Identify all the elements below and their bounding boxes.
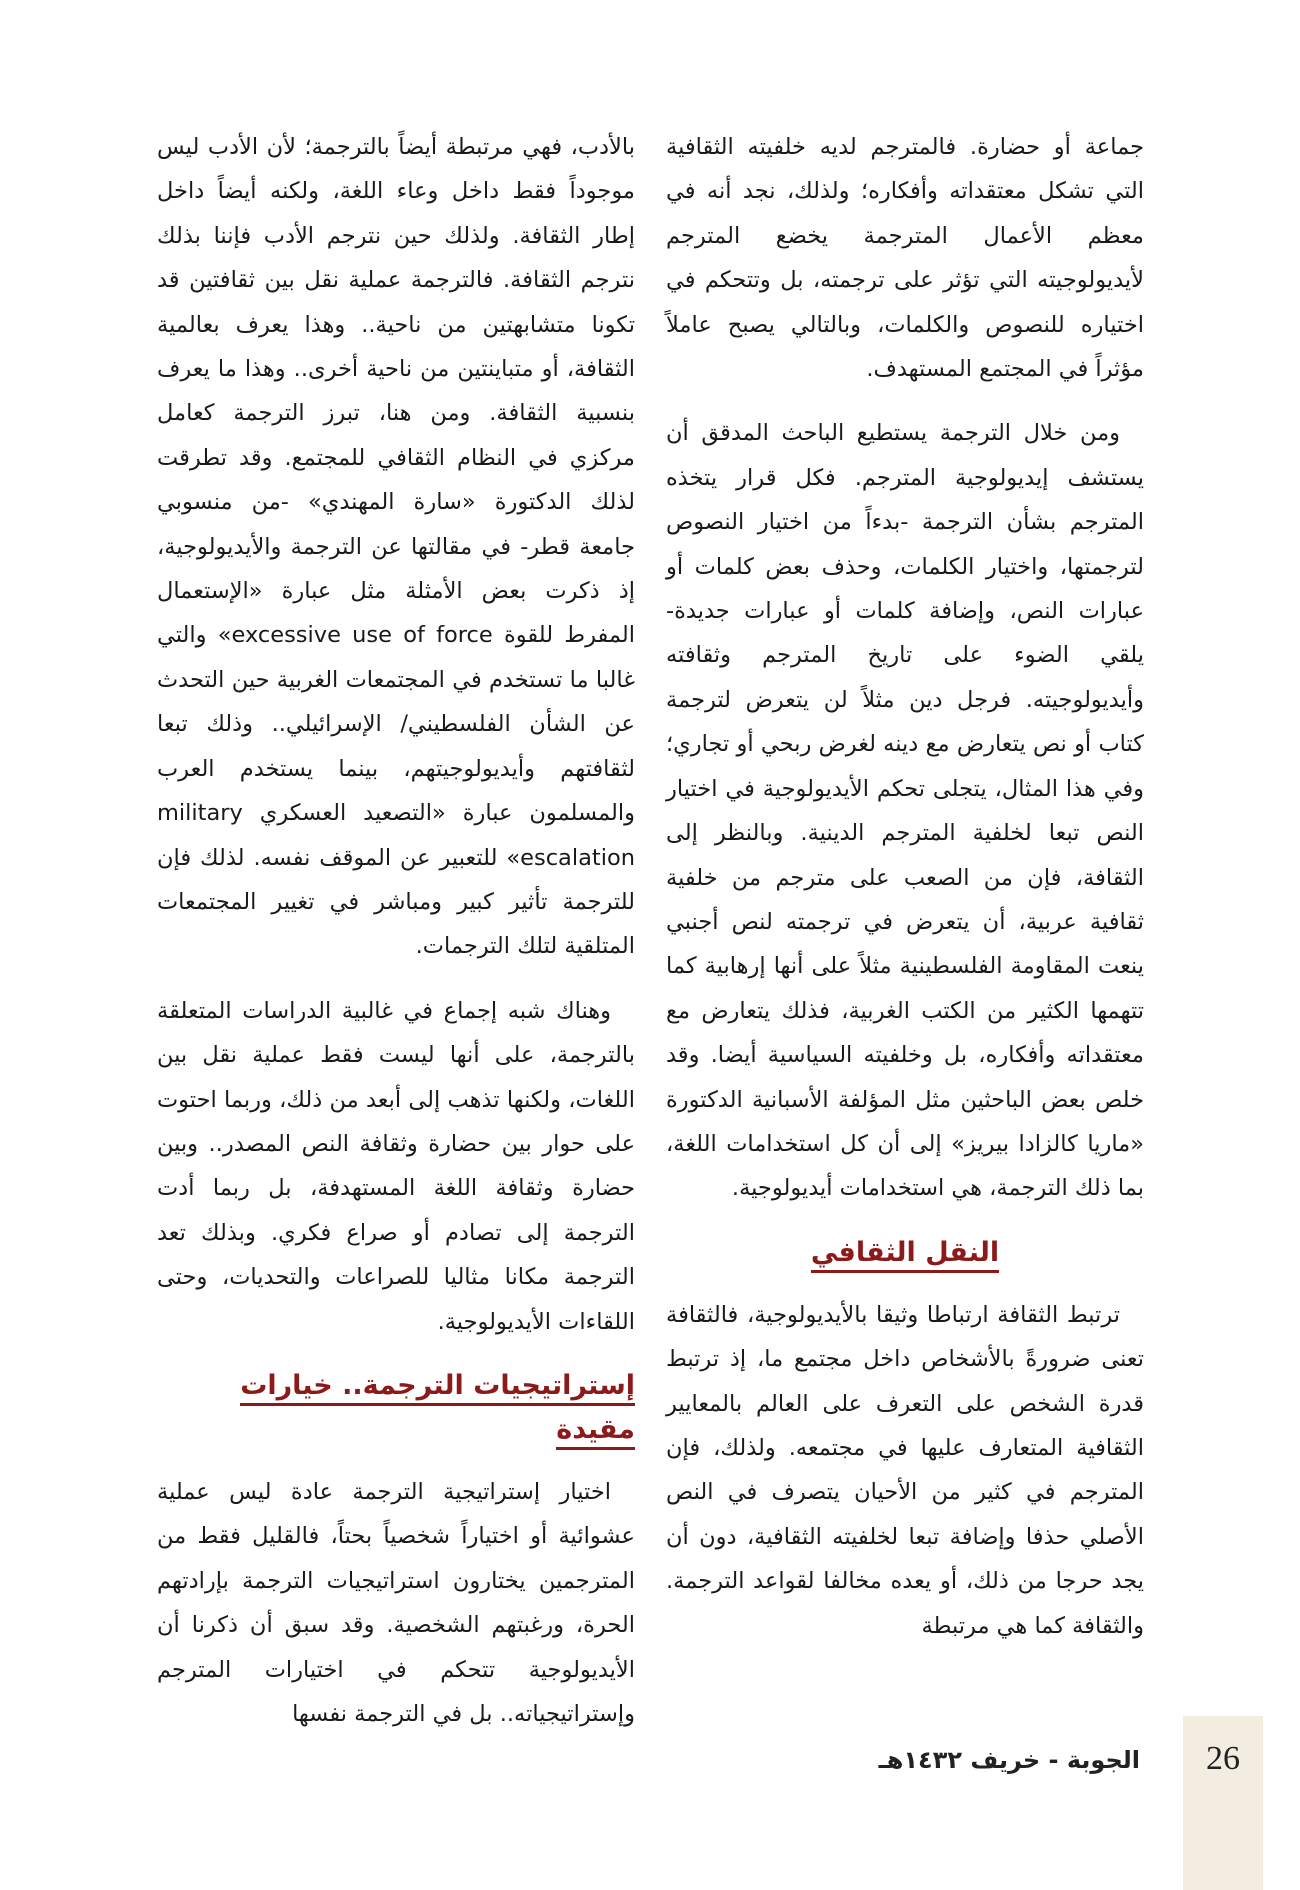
paragraph: بالأدب، فهي مرتبطة أيضاً بالترجمة؛ لأن الأدب ليس موجوداً فقط داخل وعاء اللغة، ولكنه أيضاً داخل إطار الثقافة. ولذلك حين نترجم الأدب فإننا بذلك نترجم الثقافة. فالترجمة عملية نقل بين ثقافتين قد تكونا متشابهتين من ناحية.. وهذا يعرف بعالمية الثقافة، أو متباينتين من ناحية أخرى.. وهذا ما يعرف بنسبية الثقافة. ومن هنا، تبرز الترجمة كعامل مركزي في النظام الثقافي للمجتمع. وقد تطرقت لذلك الدكتورة «سارة المهندي» -من منسوبي جامعة قطر- في مقالتها عن الترجمة والأيديولوجية، إذ ذكرت بعض الأمثلة مثل عبارة «الإستعمال المفرط للقوة excessive use of force» والتي غالبا ما تستخدم في المجتمعات الغربية حين التحدث عن الشأن الفلسطيني/ الإسرائيلي.. وذلك تبعا لثقافتهم وأيديولوجيتهم، بينما يستخدم العرب والمسلمون عبارة «التصعيد العسكري military escalation» للتعبير عن الموقف نفسه. لذلك فإن للترجمة تأثير كبير ومباشر في تغيير المجتمعات المتلقية لتلك الترجمات. <box>157 134 635 960</box>
paragraph: وهناك شبه إجماع في غالبية الدراسات المتعلقة بالترجمة، على أنها ليست فقط عملية نقل بين اللغات، ولكنها تذهب إلى أبعد من ذلك، وربما احتوت على حوار بين حضارة وثقافة النص المصدر.. وبين حضارة وثقافة اللغة المستهدفة، بل ربما أدت الترجمة إلى تصادم أو صراع فكري. وبذلك تعد الترجمة مكانا مثاليا للصراعات والتحديات، وحتى اللقاءات الأيديولوجية. <box>157 997 635 1335</box>
issue-label: الجوبة - خريف ١٤٣٢هـ <box>878 1746 1140 1774</box>
paragraph: ومن خلال الترجمة يستطيع الباحث المدقق أن يستشف إيديولوجية المترجم. فكل قرار يتخذه المترجم بشأن الترجمة -بدءاً من اختيار النصوص لترجمتها، واختيار الكلمات، وحذف بعض كلمات أو عبارات النص، وإضافة كلمات أو عبارات جديدة- يلقي الضوء على تاريخ المترجم وثقافته وأيديولوجيته. فرجل دين مثلاً لن يتعرض لترجمة كتاب أو نص يتعارض مع دينه لغرض ربحي أو تجاري؛ وفي هذا المثال، يتجلى تحكم الأيديولوجية في اختيار النص تبعا لخلفية المترجم الدينية. وبالنظر إلى الثقافة، فإن من الصعب على مترجم من خلفية ثقافية عربية، أن يتعرض في ترجمته لنص أجنبي ينعت المقاومة الفلسطينية مثلاً على أنها إرهابية كما تتهمها الكثير من الكتب الغربية، فذلك يتعارض مع معتقداته وأفكاره، بل وخلفيته السياسية أيضا. وقد خلص بعض الباحثين مثل المؤلفة الأسبانية الدكتورة «ماريا كالزادا بيريز» إلى أن كل استخدامات اللغة، بما ذلك الترجمة، هي استخدامات أيديولوجية. <box>666 420 1144 1202</box>
paragraph: جماعة أو حضارة. فالمترجم لديه خلفيته الثقافية التي تشكل معتقداته وأفكاره؛ ولذلك، نجد أنه في معظم الأعمال المترجمة يخضع المترجم لأيديولوجيته التي تؤثر على ترجمته، بل وتتحكم في اختياره للنصوص والكلمات، وبالتالي يصبح عاملاً مؤثراً في المجتمع المستهدف. <box>666 134 1144 383</box>
section-heading-cultural-transfer <box>666 1231 1144 1275</box>
left-column <box>157 125 635 1756</box>
heading-text: إستراتيجيات الترجمة.. خيارات مقيدة <box>240 1370 635 1450</box>
page-number: 26 <box>1206 1740 1240 1777</box>
paragraph: اختيار إستراتيجية الترجمة عادة ليس عملية عشوائية أو اختياراً شخصياً بحتاً، فالقليل فقط من المترجمين يختارون استراتيجيات الترجمة بإرادتهم الحرة، ورغبتهم الشخصية. وقد سبق أن ذكرنا أن الأيديولوجية تتحكم في اختيارات المترجم وإستراتيجياته.. بل في الترجمة نفسها <box>157 1478 635 1727</box>
section-heading-translation-strategies <box>157 1364 635 1452</box>
right-column <box>666 125 1144 1668</box>
paragraph: ترتبط الثقافة ارتباطا وثيقا بالأيديولوجية، فالثقافة تعنى ضرورةً بالأشخاص داخل مجتمع ما، إذ ترتبط قدرة الشخص على التعرف على العالم بالمعايير الثقافية المتعارف عليها في مجتمعه. ولذلك، فإن المترجم في كثير من الأحيان يتصرف في النص الأصلي حذفا وإضافة تبعا لخلفيته الثقافية، دون أن يجد حرجا من ذلك، أو يعده مخالفا لقواعد الترجمة. والثقافة كما هي مرتبطة <box>666 1301 1144 1639</box>
heading-text: النقل الثقافي <box>811 1237 999 1273</box>
